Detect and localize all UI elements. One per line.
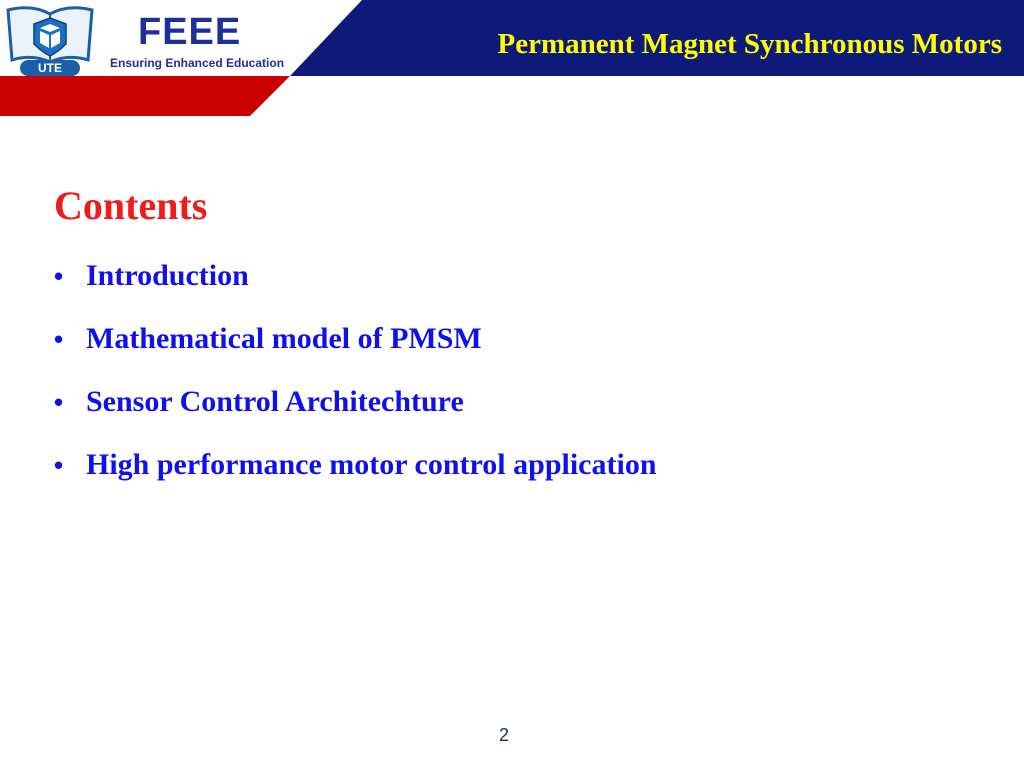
brand-name: FEEE	[138, 11, 242, 53]
page-number: 2	[498, 725, 509, 745]
brand-block	[108, 10, 298, 74]
ute-badge-text: UTE	[38, 61, 62, 75]
list-item-label: Introduction	[86, 259, 249, 292]
list-item-label: High performance motor control application	[86, 448, 657, 481]
list-item-label: Mathematical model of PMSM	[86, 322, 482, 355]
brand-tagline: Ensuring Enhanced Education	[110, 56, 285, 70]
list-item	[54, 372, 657, 435]
bullet-icon: •	[54, 387, 64, 417]
bullet-icon: •	[54, 261, 64, 291]
contents-heading: Contents	[54, 183, 208, 228]
list-item	[54, 309, 657, 372]
bullet-icon: •	[54, 450, 64, 480]
slide-title: Permanent Magnet Synchronous Motors	[497, 28, 1002, 60]
slide-header	[0, 0, 1024, 118]
bullet-icon: •	[54, 324, 64, 354]
list-item	[54, 246, 657, 309]
ute-logo	[2, 4, 98, 78]
list-item-label: Sensor Control Architechture	[86, 385, 464, 418]
contents-list	[54, 246, 657, 498]
list-item	[54, 435, 657, 498]
